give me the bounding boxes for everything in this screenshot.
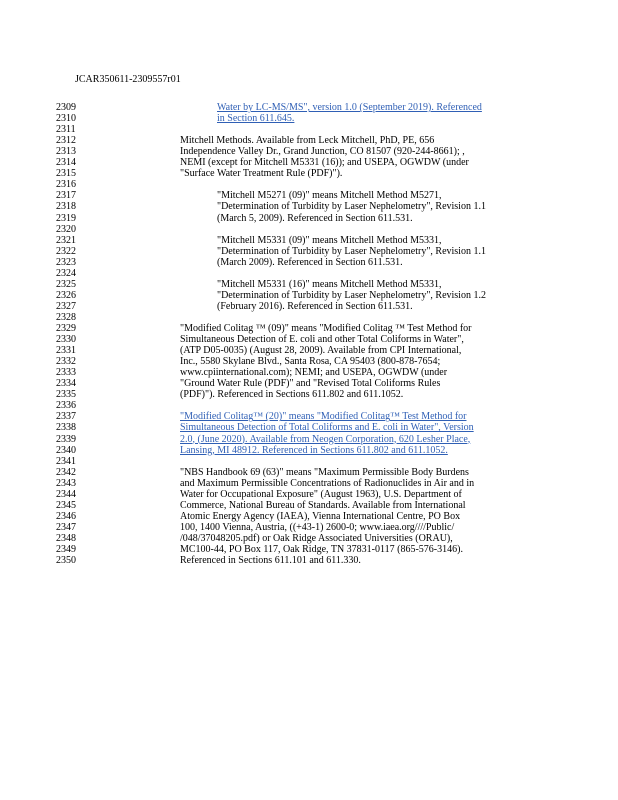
line-number: 2327 [56, 300, 76, 312]
line-text: "Mitchell M5271 (09)" means Mitchell Method M5271, [217, 190, 442, 202]
line-number: 2344 [56, 488, 76, 500]
line-number: 2330 [56, 334, 76, 346]
line-number: 2347 [56, 521, 76, 533]
line-number: 2338 [56, 422, 76, 434]
line-text: MC100-44, PO Box 117, Oak Ridge, TN 37831-0117 (865-576-3146). [180, 544, 463, 555]
document-line [56, 555, 618, 567]
line-number: 2311 [56, 124, 76, 136]
line-text: Atomic Energy Agency (IAEA), Vienna International Centre, PO Box [180, 510, 461, 522]
line-text: "Determination of Turbidity by Laser Nephelometry", Revision 1.1 [217, 245, 486, 257]
line-number: 2328 [56, 311, 76, 323]
line-number: 2318 [56, 201, 76, 213]
line-text: www.cpiinternational.com); NEMI; and USEPA, OGWDW (under [180, 367, 448, 379]
line-number: 2313 [56, 146, 76, 158]
line-number: 2336 [56, 400, 76, 412]
line-number: 2332 [56, 356, 76, 368]
inserted-text: "Modified Colitag™ (20)" means "Modified Colitag™ Test Method for [180, 411, 467, 423]
line-text: "Mitchell M5331 (09)" means Mitchell Method M5331, [217, 234, 442, 246]
line-text: Independence Valley Dr., Grand Junction, CO 81507 (920-244-8661); , [180, 146, 465, 158]
line-number: 2333 [56, 367, 76, 379]
line-number: 2310 [56, 113, 76, 125]
line-text: "NBS Handbook 69 (63)" means "Maximum Permissible Body Burdens [180, 466, 469, 478]
line-number: 2348 [56, 532, 76, 544]
line-number: 2316 [56, 179, 76, 191]
line-number: 2317 [56, 190, 76, 202]
line-text: (PDF)"). Referenced in Sections 611.802 and 611.1052. [180, 389, 404, 401]
line-text: Mitchell Methods. Available from Leck Mitchell, PhD, PE, 656 [180, 135, 435, 147]
line-text: Referenced in Sections 611.101 and 611.330. [180, 555, 361, 567]
line-text: Water for Occupational Exposure" (August 1963), U.S. Department of [180, 488, 462, 500]
line-text: "Surface Water Treatment Rule (PDF)"). [180, 168, 343, 180]
line-number: 2325 [56, 278, 76, 290]
inserted-text: Water by LC-MS/MS", version 1.0 (September 2019). Referenced [217, 102, 482, 113]
line-text: "Determination of Turbidity by Laser Nephelometry", Revision 1.2 [217, 289, 486, 301]
line-text: "Determination of Turbidity by Laser Nephelometry", Revision 1.1 [217, 201, 486, 213]
line-number: 2339 [56, 433, 76, 445]
line-text: Simultaneous Detection of E. coli and other Total Coliforms in Water", [180, 334, 464, 346]
line-number: 2329 [56, 323, 76, 334]
line-number: 2341 [56, 455, 76, 467]
line-number: 2349 [56, 544, 76, 555]
line-text: NEMI (except for Mitchell M5331 (16)); and USEPA, OGWDW (under [180, 157, 469, 169]
line-number: 2334 [56, 378, 76, 390]
line-text: (March 2009). Referenced in Section 611.531. [217, 256, 403, 268]
line-number: 2345 [56, 499, 76, 511]
line-text: (March 5, 2009). Referenced in Section 611.531. [217, 212, 413, 224]
line-number: 2319 [56, 212, 76, 224]
line-number: 2315 [56, 168, 76, 180]
inserted-text: Lansing, MI 48912. Referenced in Sections 611.802 and 611.1052. [180, 444, 448, 456]
line-number: 2340 [56, 444, 76, 456]
line-number: 2324 [56, 267, 76, 279]
line-text: Inc., 5580 Skylane Blvd., Santa Rosa, CA 95403 (800-878-7654; [180, 356, 441, 368]
line-number: 2323 [56, 256, 76, 268]
line-number: 2337 [56, 411, 76, 423]
document-header: JCAR350611-2309557r01 [75, 74, 181, 85]
line-number: 2331 [56, 345, 76, 357]
inserted-text: 2.0, (June 2020). Available from Neogen Corporation, 620 Lesher Place, [180, 433, 471, 445]
line-number: 2312 [56, 135, 76, 147]
line-number: 2335 [56, 389, 76, 401]
line-text: "Ground Water Rule (PDF)" and "Revised Total Coliforms Rules [180, 378, 441, 390]
line-number: 2309 [56, 102, 76, 113]
line-number: 2321 [56, 234, 76, 246]
line-text: and Maximum Permissible Concentrations of Radionuclides in Air and in [180, 477, 475, 489]
line-number: 2346 [56, 510, 76, 522]
line-text: "Modified Colitag ™ (09)" means "Modified Colitag ™ Test Method for [180, 323, 472, 334]
line-number: 2343 [56, 477, 76, 489]
line-number: 2322 [56, 245, 76, 257]
line-text: 100, 1400 Vienna, Austria, ((+43-1) 2600-0; www.iaea.org////Public/ [180, 521, 455, 533]
line-number: 2350 [56, 555, 76, 567]
inserted-text: in Section 611.645. [217, 113, 295, 125]
line-text: /048/37048205.pdf) or Oak Ridge Associated Universities (ORAU), [180, 532, 453, 544]
inserted-text: Simultaneous Detection of Total Coliforms and E. coli in Water", Version [180, 422, 474, 434]
line-text: (ATP D05-0035) (August 28, 2009). Available from CPI International, [180, 345, 462, 357]
line-text: Commerce, National Bureau of Standards. Available from International [180, 499, 466, 511]
line-number: 2314 [56, 157, 76, 169]
line-text: "Mitchell M5331 (16)" means Mitchell Method M5331, [217, 278, 442, 290]
line-text: (February 2016). Referenced in Section 611.531. [217, 300, 413, 312]
line-number: 2342 [56, 466, 76, 478]
line-number: 2326 [56, 289, 76, 301]
line-number: 2320 [56, 223, 76, 235]
